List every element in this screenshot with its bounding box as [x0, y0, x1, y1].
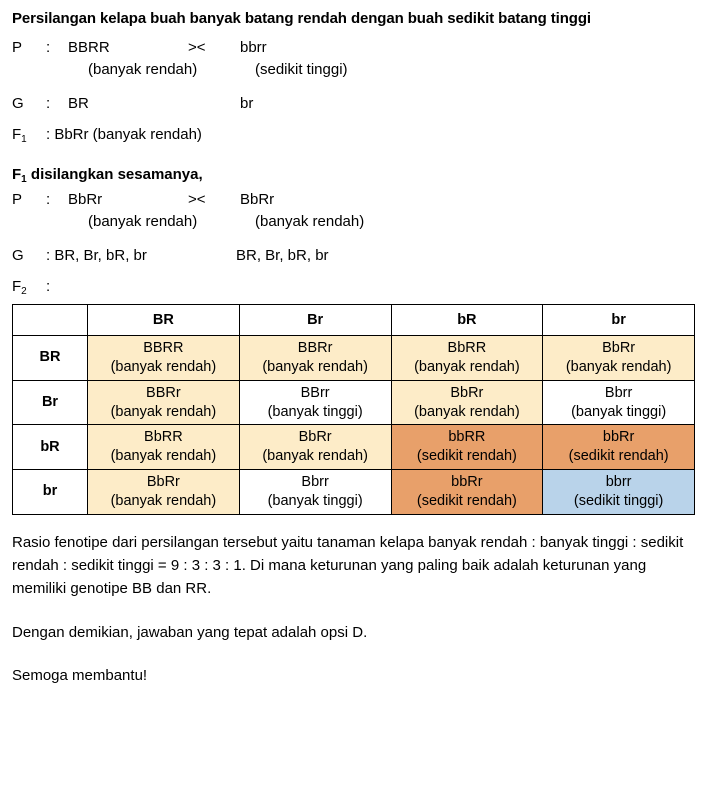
column-header-3: br [543, 305, 695, 336]
punnett-cell-3-1 [239, 470, 391, 515]
heading-subscript: 1 [21, 174, 27, 185]
cell-phenotype: (banyak rendah) [110, 403, 217, 420]
cell-genotype: BbRR [144, 429, 183, 446]
punnett-cell-1-1 [239, 380, 391, 425]
cell-genotype: BBRR [143, 340, 184, 356]
cross2-symbol: >< [188, 191, 206, 208]
cell-phenotype: (sedikit rendah) [568, 448, 669, 465]
row-header-1: Br [13, 380, 88, 425]
f1-subscript: 1 [21, 134, 27, 146]
f2-row [12, 276, 696, 298]
cross-one-block [12, 37, 696, 146]
f2-label [12, 276, 46, 298]
f2-letter: F [12, 278, 22, 296]
spacer [12, 114, 696, 124]
punnett-cell-1-3 [543, 380, 695, 425]
f1-self-cross-heading [12, 166, 696, 183]
gamete2-a: : BR, Br, bR, br [46, 246, 147, 264]
explanation-paragraph-3: Semoga membantu! [12, 666, 148, 684]
spacer [12, 83, 696, 93]
cell-phenotype: (banyak tinggi) [571, 403, 667, 420]
indent-spacer [12, 59, 88, 81]
punnett-cell-2-0 [88, 425, 240, 470]
punnett-cell-0-0 [88, 336, 240, 381]
parent-cross-row [12, 37, 696, 59]
parent2-a-genotype: BbRr [68, 191, 103, 208]
g-label: G [12, 94, 24, 112]
table-row [13, 425, 695, 470]
gamete-b: br [240, 94, 254, 112]
row-header-0: BR [13, 336, 88, 381]
punnett-cell-0-3 [543, 336, 695, 381]
table-row [13, 470, 695, 515]
indent-spacer [12, 211, 88, 233]
punnett-square-table [12, 304, 695, 515]
spacer [12, 235, 696, 245]
table-corner-cell [13, 305, 88, 336]
cell-genotype: Bbrr [301, 474, 329, 491]
gamete2-b: BR, Br, bR, br [236, 246, 329, 264]
cell-phenotype: (banyak rendah) [110, 448, 217, 465]
punnett-cell-2-3 [543, 425, 695, 470]
cell-genotype: bbRr [451, 474, 483, 491]
table-row [13, 336, 695, 381]
page-title: Persilangan kelapa buah banyak batang rendah dengan buah sedikit batang tinggi [12, 10, 591, 27]
punnett-cell-0-1 [239, 336, 391, 381]
cell-phenotype: (banyak rendah) [414, 403, 520, 420]
punnett-cell-1-2 [391, 380, 543, 425]
punnett-cell-3-0 [88, 470, 240, 515]
cell-phenotype: (banyak tinggi) [267, 403, 363, 420]
punnett-cell-1-0 [88, 380, 240, 425]
p2-label: P [12, 191, 23, 208]
parent-phenotype-row [12, 59, 696, 81]
gamete-row [12, 93, 696, 115]
f1-result: : BbRr (banyak rendah) [46, 126, 202, 144]
cell-genotype: BBrr [300, 384, 330, 401]
f1-letter: F [12, 126, 22, 144]
cell-genotype: BbRR [447, 340, 487, 356]
explanation-paragraph-1: Rasio fenotipe dari persilangan tersebut yaitu tanaman kelapa banyak rendah : banyak tinggi : sedikit rendah : sedikit tinggi = 9 : 3 : 3 : 1. Di mana keturunan yang paling baik adalah keturunan yang memiliki genotipe BB dan RR. [12, 533, 684, 598]
cell-genotype: bbRR [448, 429, 486, 446]
cell-phenotype: (banyak rendah) [110, 358, 217, 375]
cell-genotype: BBRr [146, 384, 181, 401]
gamete-a: BR [68, 94, 89, 112]
table-header-row [13, 305, 695, 336]
column-header-0: BR [88, 305, 240, 336]
punnett-cell-2-1 [239, 425, 391, 470]
p-label: P [12, 39, 23, 56]
table-row [13, 380, 695, 425]
parent2-cross-row [12, 189, 696, 211]
parent2-phenotype-row [12, 211, 696, 233]
punnett-cell-3-2 [391, 470, 543, 515]
cell-genotype: bbRr [602, 429, 635, 446]
cell-phenotype: (sedikit rendah) [416, 492, 517, 509]
column-header-1: Br [239, 305, 391, 336]
cell-phenotype: (banyak rendah) [110, 492, 217, 509]
g2-label: G [12, 246, 24, 264]
g-colon: : [46, 94, 51, 112]
spacer [12, 266, 696, 276]
cell-genotype: BBRr [297, 340, 333, 356]
cell-genotype: BbRr [298, 429, 332, 446]
f1-row [12, 124, 696, 146]
cell-genotype: BbRr [602, 340, 636, 356]
parent-a-phenotype: (banyak rendah) [88, 60, 198, 78]
punnett-cell-3-3 [543, 470, 695, 515]
punnett-cell-2-2 [391, 425, 543, 470]
parent-b-genotype: bbrr [240, 39, 267, 56]
cross-symbol: >< [188, 39, 206, 56]
parent2-b-phenotype: (banyak rendah) [255, 212, 365, 230]
parent-b-phenotype: (sedikit tinggi) [255, 60, 348, 78]
gamete2-row [12, 245, 696, 267]
parent2-a-phenotype: (banyak rendah) [88, 212, 198, 230]
cell-phenotype: (banyak rendah) [262, 358, 368, 375]
punnett-cell-0-2 [391, 336, 543, 381]
cell-genotype: BbRr [146, 474, 180, 491]
f2-subscript: 2 [21, 286, 27, 298]
f1-label [12, 124, 46, 146]
row-header-3: br [13, 470, 88, 515]
parent-a-genotype: BBRR [68, 39, 110, 56]
cell-genotype: BbRr [450, 384, 484, 401]
cell-phenotype: (banyak rendah) [414, 358, 520, 375]
p-colon: : [46, 39, 51, 56]
spacer [12, 148, 696, 166]
cell-phenotype: (sedikit tinggi) [573, 492, 664, 509]
cell-phenotype: (banyak tinggi) [267, 492, 363, 509]
f2-colon: : [46, 278, 51, 296]
cell-genotype: Bbrr [604, 384, 633, 401]
row-header-2: bR [13, 425, 88, 470]
cell-phenotype: (banyak rendah) [565, 358, 672, 375]
p2-colon: : [46, 191, 51, 208]
explanation-paragraph-2: Dengan demikian, jawaban yang tepat adalah opsi D. [12, 623, 368, 641]
heading-rest: disilangkan sesamanya, [26, 166, 203, 183]
cell-genotype: bbrr [605, 474, 632, 491]
cross-two-block [12, 166, 696, 298]
cell-phenotype: (banyak rendah) [262, 448, 368, 465]
cell-phenotype: (sedikit rendah) [416, 448, 517, 465]
parent2-b-genotype: BbRr [240, 191, 275, 208]
heading-f-letter: F [12, 166, 22, 183]
column-header-2: bR [391, 305, 543, 336]
